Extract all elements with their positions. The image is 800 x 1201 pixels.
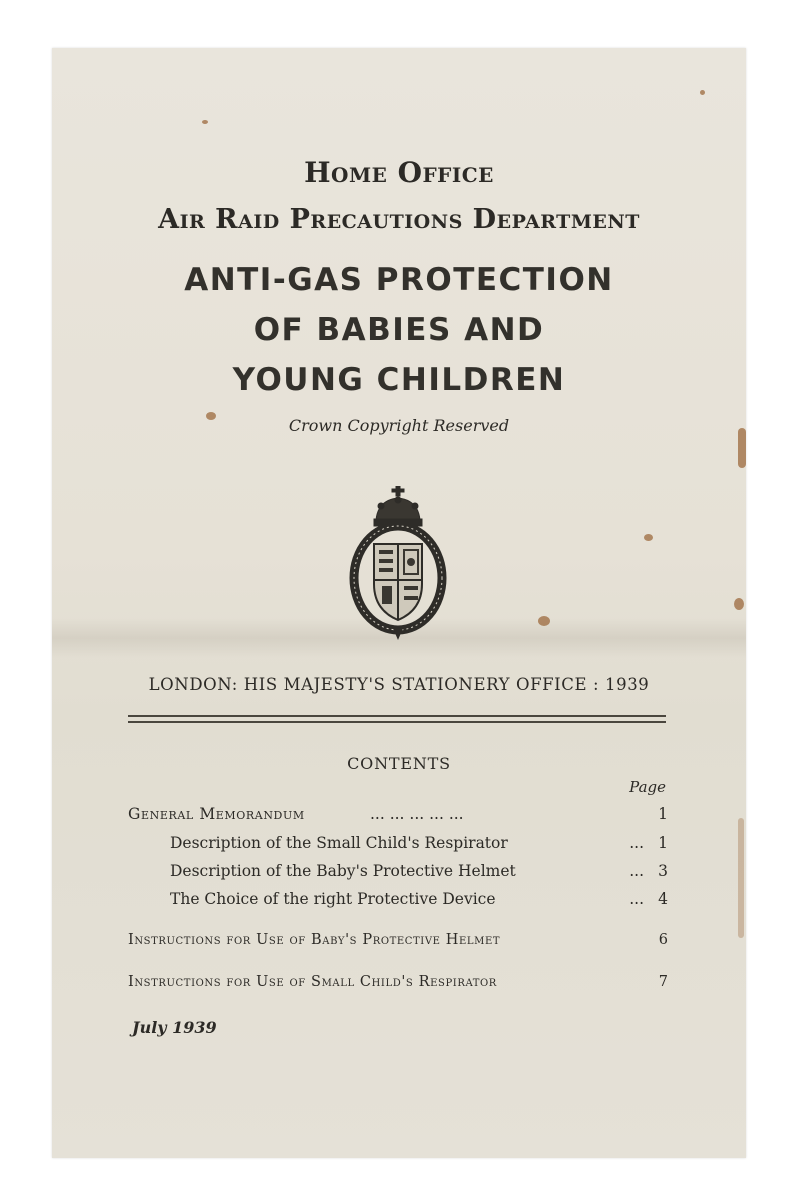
- page-column-label: Page: [629, 778, 666, 796]
- stain-spot: [202, 120, 208, 124]
- toc-page-number: 1: [658, 834, 668, 852]
- toc-entry-title: Description of the Small Child's Respirator: [170, 834, 508, 852]
- toc-entry-title: Instructions for Use of Baby's Protective Helmet: [128, 932, 501, 948]
- royal-coat-of-arms-crest-icon: [348, 486, 448, 641]
- toc-entry-title: General Memorandum: [128, 805, 305, 823]
- contents-heading: CONTENTS: [347, 754, 451, 773]
- title-line-1: ANTI-GAS PROTECTION: [184, 262, 614, 298]
- toc-entry-title: The Choice of the right Protective Device: [170, 890, 496, 908]
- toc-entry-title: Instructions for Use of Small Child's Respirator: [128, 974, 497, 990]
- stain-spot: [538, 616, 550, 626]
- toc-leader-dots: ...: [629, 890, 644, 908]
- toc-page-number: 1: [658, 805, 668, 823]
- header-line-2: Air Raid Precautions Department: [158, 204, 640, 235]
- stain-spot: [738, 818, 744, 938]
- toc-entry-title: Description of the Baby's Protective Helmet: [170, 862, 516, 880]
- stain-spot: [734, 598, 744, 610]
- stain-spot: [644, 534, 653, 541]
- header-line-1: Home Office: [304, 156, 494, 189]
- divider-rule: [128, 715, 666, 717]
- publisher-line: LONDON: HIS MAJESTY'S STATIONERY OFFICE : 1939: [148, 675, 650, 694]
- publication-date: July 1939: [132, 1018, 217, 1037]
- title-line-2: OF BABIES AND: [253, 312, 545, 348]
- toc-page-number: 3: [658, 862, 668, 880]
- toc-page-number: 4: [658, 890, 668, 908]
- document-page: [52, 48, 746, 1158]
- toc-page-number: 6: [658, 932, 668, 948]
- toc-leader-dots: ...: [629, 862, 644, 880]
- stain-spot: [700, 90, 705, 95]
- toc-leader-dots: ... ... ... ... ...: [370, 805, 464, 823]
- title-line-3: YOUNG CHILDREN: [232, 362, 566, 398]
- divider-rule: [128, 721, 666, 723]
- toc-page-number: 7: [658, 974, 668, 990]
- copyright-notice: Crown Copyright Reserved: [288, 416, 510, 435]
- toc-leader-dots: ...: [629, 834, 644, 852]
